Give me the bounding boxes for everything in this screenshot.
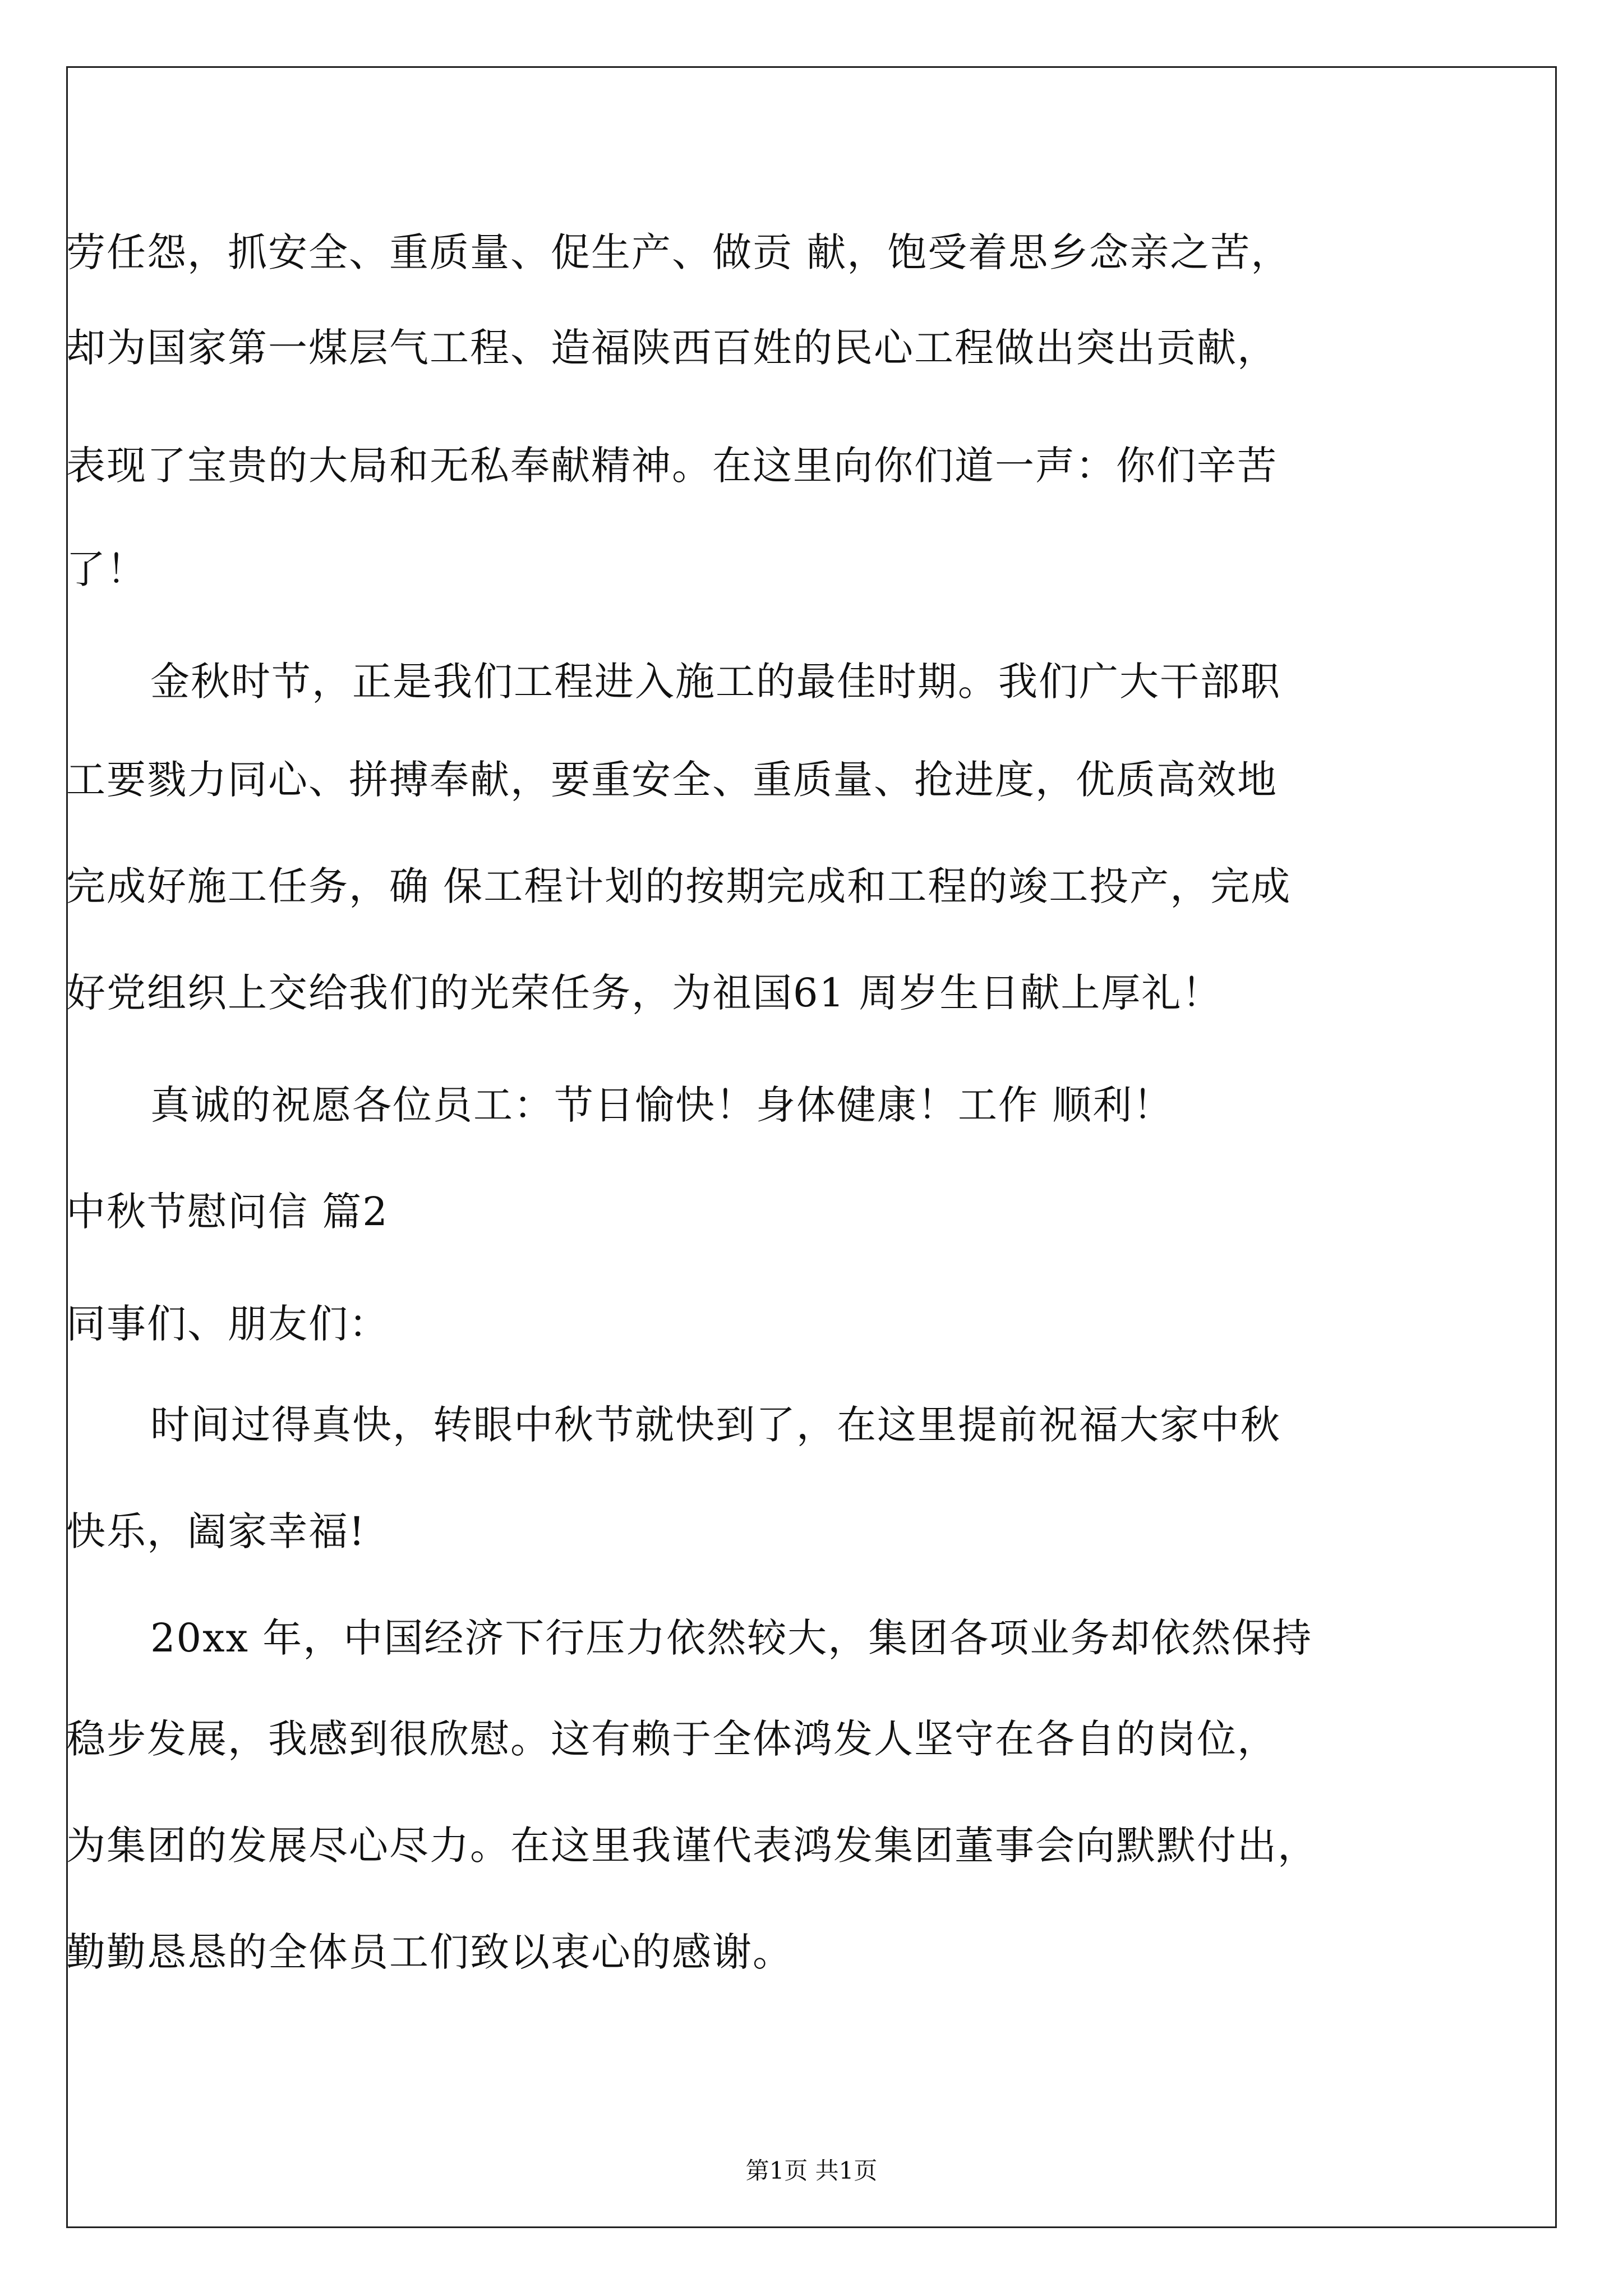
paragraph-line: 却为国家第一煤层气工程、造福陕西百姓的民心工程做出突出贡献， (66, 325, 1278, 371)
paragraph-line: 时间过得真快，转眼中秋节就快到了，在这里提前祝福大家中秋 (150, 1402, 1281, 1448)
paragraph-line: 勤勤恳恳的全体员工们致以衷心的感谢。 (66, 1929, 793, 1975)
page-border (66, 66, 1557, 2228)
paragraph-line: 稳步发展，我感到很欣慰。这有赖于全体鸿发人坚守在各自的岗位， (66, 1716, 1278, 1762)
paragraph-line: 完成好施工任务，确 保工程计划的按期完成和工程的竣工投产，完成 (66, 863, 1292, 909)
paragraph-line: 了！ (66, 546, 147, 592)
paragraph-line: 金秋时节，正是我们工程进入施工的最佳时期。我们广大干部职 (150, 659, 1281, 705)
paragraph-line: 20xx 年，中国经济下行压力依然较大，集团各项业务却依然保持 (150, 1615, 1313, 1661)
paragraph-line: 快乐，阖家幸福! (66, 1508, 366, 1554)
salutation: 同事们、朋友们： (66, 1301, 389, 1347)
paragraph-line: 工要戮力同心、拼搏奉献，要重安全、重质量、抢进度，优质高效地 (66, 757, 1278, 803)
paragraph-line: 好党组织上交给我们的光荣任务，为祖国61 周岁生日献上厚礼！ (66, 970, 1223, 1016)
paragraph-line: 劳任怨，抓安全、重质量、促生产、做贡 献，饱受着思乡念亲之苦， (66, 229, 1292, 275)
page-footer: 第1页 共1页 (745, 2157, 878, 2184)
section-heading: 中秋节慰问信 篇2 (66, 1189, 389, 1235)
paragraph-line: 表现了宝贵的大局和无私奉献精神。在这里向你们道一声：你们辛苦 (66, 443, 1278, 489)
paragraph-line: 真诚的祝愿各位员工：节日愉快！身体健康！工作 顺利！ (150, 1082, 1174, 1128)
paragraph-line: 为集团的发展尽心尽力。在这里我谨代表鸿发集团董事会向默默付出， (66, 1823, 1318, 1869)
